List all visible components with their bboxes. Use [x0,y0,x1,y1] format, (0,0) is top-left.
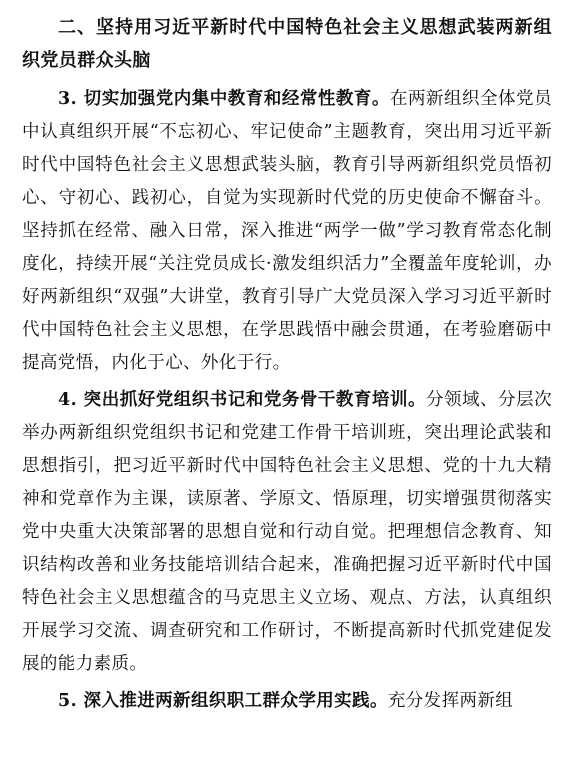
section-heading: 二、坚持用习近平新时代中国特色社会主义思想武装两新组织党员群众头脑 [22,17,552,71]
paragraph-3-lead: 3. 切实加强党内集中教育和经常性教育。 [58,89,390,109]
paragraph-4-lead: 4. 突出抓好党组织书记和党务骨干教育培训。 [58,390,426,410]
paragraph-5-body: 充分发挥两新组 [387,691,514,711]
paragraph-4 [22,384,552,681]
paragraph-5-lead: 5. 深入推进两新组织职工群众学用实践。 [58,691,388,711]
paragraph-5 [22,685,552,718]
paragraph-4-body: 分领域、分层次举办两新组织党组织书记和党建工作骨干培训班，突出理论武装和思想指引，把习近平新时代中国特色社会主义思想、党的十九大精神和党章作为主课，读原著、学原文、悟原理，切实增强贯彻落实党中央重大决策部署的思想自觉和行动自觉。把理想信念教育、知识结构改善和业务技能培训结合起来，准确把握习近平新时代中国特色社会主义思想蕴含的马克思主义立场、观点、方法，认真组织开展学习交流、调查研究和工作研讨，不断提高新时代抓党建促发展的能力素质。 [22,390,552,674]
paragraph-3 [22,83,552,380]
paragraph-3-body: 在两新组织全体党员中认真组织开展“不忘初心、牢记使命”主题教育，突出用习近平新时代中国特色社会主义思想武装头脑，教育引导两新组织党员悟初心、守初心、践初心，自觉为实现新时代党的历史使命不懈奋斗。坚持抓在经常、融入日常，深入推进“两学一做”学习教育常态化制度化，持续开展“关注党员成长·激发组织活力”全覆盖年度轮训，办好两新组织“双强”大讲堂，教育引导广大党员深入学习习近平新时代中国特色社会主义思想，在学思践悟中融会贯通，在考验磨砺中提高党悟，内化于心、外化于行。 [22,89,552,373]
document-page [22,11,552,718]
